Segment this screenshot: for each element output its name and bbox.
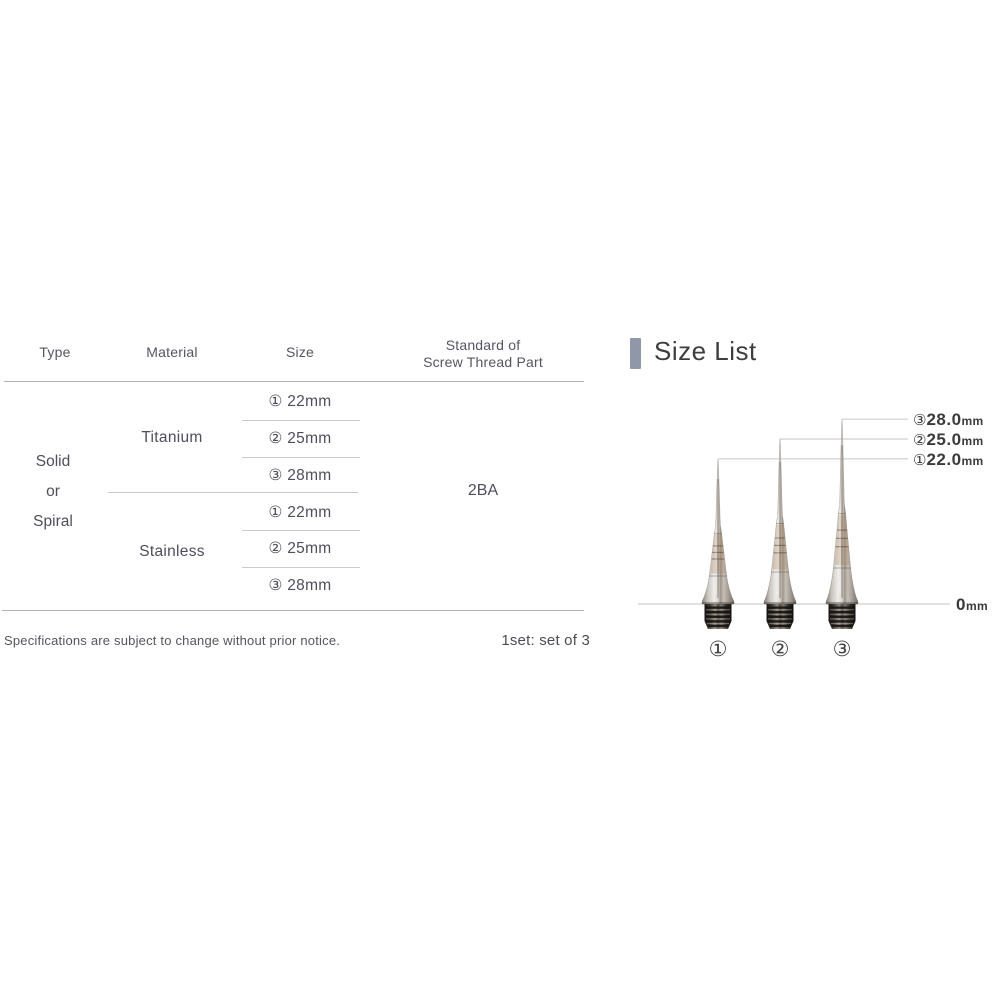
type-value <box>13 447 93 537</box>
size-row-divider <box>242 457 360 458</box>
measurement-unit: mm <box>961 454 984 468</box>
measurement-circle-number: ③ <box>913 412 927 429</box>
section-accent-bar <box>630 338 641 369</box>
set-note: 1set: set of 3 <box>501 632 590 649</box>
size-row: ③ 28mm <box>268 467 332 484</box>
size-row: ① 22mm <box>268 504 332 521</box>
column-header-standard-line2: Screw Thread Part <box>423 354 543 370</box>
type-value-line2: or <box>46 483 60 500</box>
dart-tip-shapes <box>702 419 858 629</box>
baseline-label-0mm <box>956 595 988 615</box>
size-row: ① 22mm <box>268 393 332 410</box>
measurement-circle-number: ② <box>913 432 927 449</box>
type-value-line1: Solid <box>35 453 71 470</box>
size-row-divider <box>242 420 360 421</box>
size-row-divider <box>242 567 360 568</box>
column-header-material: Material <box>146 344 198 360</box>
baseline-value: 0 <box>956 595 966 614</box>
size-row: ② 25mm <box>268 430 332 447</box>
baseline-unit: mm <box>965 599 988 613</box>
material-stainless: Stainless <box>139 543 205 560</box>
size-row: ② 25mm <box>268 540 332 557</box>
column-header-standard-line1: Standard of <box>445 337 521 353</box>
size-row: ③ 28mm <box>268 577 332 594</box>
measurement-value: 25.0 <box>926 430 962 449</box>
measurement-label-28mm <box>913 410 984 430</box>
section-title: Size List <box>654 336 757 366</box>
measure-leader-lines <box>638 419 950 604</box>
table-bottom-rule <box>2 610 584 611</box>
measurement-label-22mm <box>913 450 984 470</box>
footnote: Specifications are subject to change without prior notice. <box>4 633 341 648</box>
measurement-unit: mm <box>961 434 984 448</box>
column-header-type: Type <box>39 344 71 360</box>
column-header-size: Size <box>285 344 315 360</box>
tip-number-1: ① <box>708 638 728 661</box>
size-row-divider <box>242 530 360 531</box>
standard-value: 2BA <box>467 482 499 499</box>
type-value-line3: Spiral <box>33 513 73 530</box>
measurement-value: 28.0 <box>926 410 962 429</box>
material-titanium: Titanium <box>141 429 203 446</box>
measurement-label-25mm <box>913 430 984 450</box>
measurement-value: 22.0 <box>926 450 962 469</box>
measurement-unit: mm <box>961 414 984 428</box>
table-header-rule <box>4 381 584 382</box>
tip-number-2: ② <box>770 638 790 661</box>
tip-number-3: ③ <box>832 638 852 661</box>
measurement-circle-number: ① <box>913 452 927 469</box>
material-group-divider <box>108 492 358 493</box>
column-header-standard <box>398 337 568 371</box>
